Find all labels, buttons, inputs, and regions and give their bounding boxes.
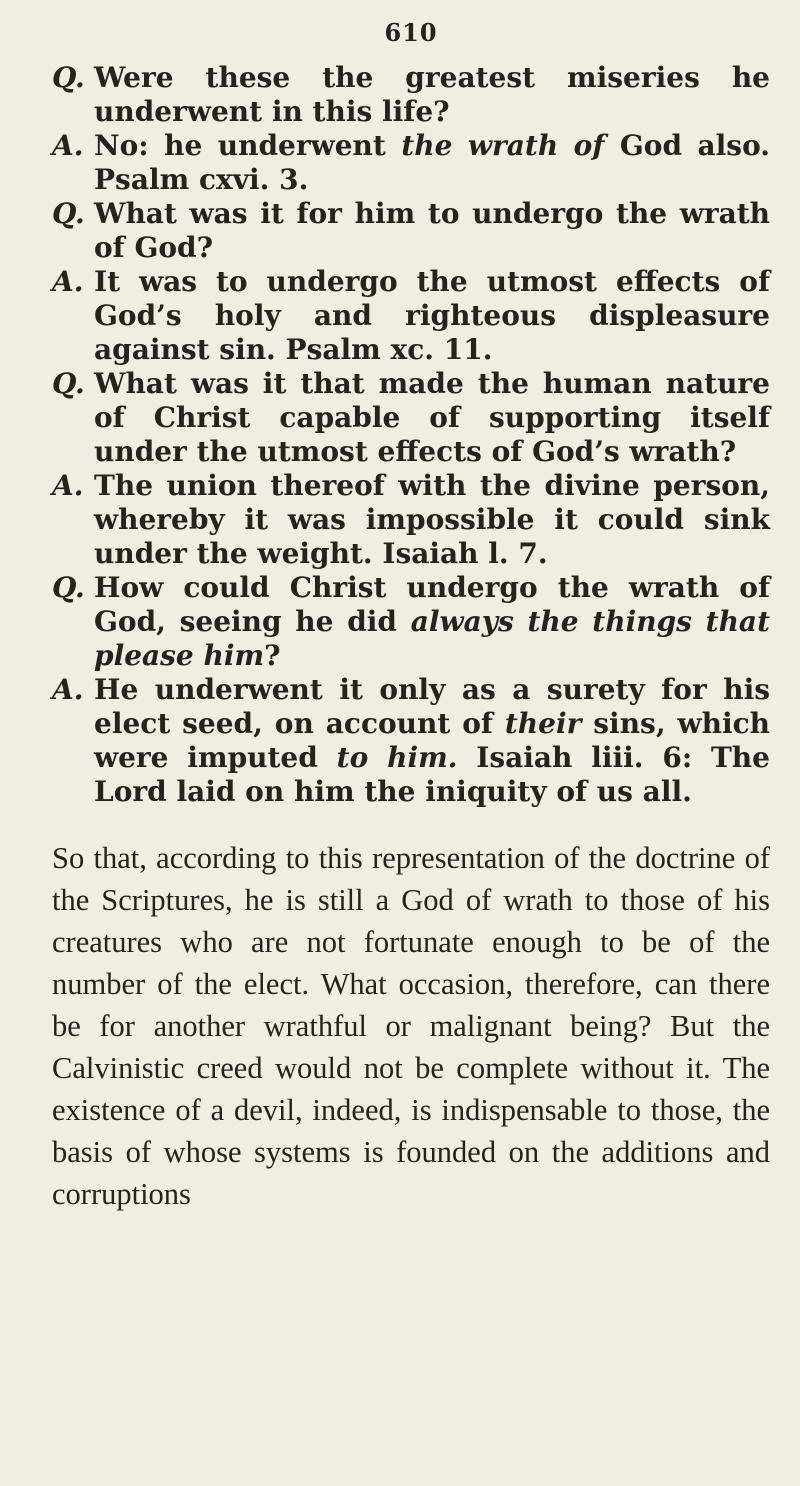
entry-tag: A. bbox=[52, 673, 84, 706]
entry-text: How could Christ undergo the wrath of God, seeing he did always the things that please him? bbox=[94, 571, 770, 672]
catechism-entry bbox=[52, 61, 770, 129]
entry-tag: Q. bbox=[52, 571, 85, 604]
entry-text: It was to undergo the utmost effects of God’s holy and righteous displeasure against sin. Psalm xc. 11. bbox=[94, 265, 770, 366]
entry-text: He underwent it only as a surety for his elect seed, on account of their sins, which were imputed to him. Isaiah liii. 6: The Lord laid on him the iniquity of us all. bbox=[94, 673, 770, 808]
entry-text: No: he underwent the wrath of God also. Psalm cxvi. 3. bbox=[94, 129, 770, 196]
entry-text: Were these the greatest miseries he underwent in this life? bbox=[94, 61, 770, 128]
entry-text: The union thereof with the divine person, whereby it was impossible it could sink under the weight. Isaiah l. 7. bbox=[94, 469, 770, 570]
catechism-entry bbox=[52, 469, 770, 571]
catechism-entry bbox=[52, 265, 770, 367]
entry-tag: A. bbox=[52, 469, 84, 502]
entry-tag: Q. bbox=[52, 61, 85, 94]
catechism-entry bbox=[52, 673, 770, 809]
entry-text: What was it that made the human nature of Christ capable of supporting itself under the utmost effects of God’s wrath? bbox=[94, 367, 770, 468]
entry-text: What was it for him to undergo the wrath of God? bbox=[94, 197, 770, 264]
catechism-entry bbox=[52, 367, 770, 469]
catechism-entry bbox=[52, 129, 770, 197]
entry-tag: A. bbox=[52, 129, 84, 162]
entry-tag: Q. bbox=[52, 367, 85, 400]
catechism-entry bbox=[52, 571, 770, 673]
entry-tag: A. bbox=[52, 265, 84, 298]
entry-tag: Q. bbox=[52, 197, 85, 230]
catechism-entry bbox=[52, 197, 770, 265]
body-paragraph: So that, according to this representation of the doctrine of the Scriptures, he is still a God of wrath to those of his creatures who are not fortunate enough to be of the number of the elect. What occasion, therefore, can there be for another wrathful or malignant being? But the Calvinistic creed would not be complete without it. The existence of a devil, indeed, is indispensable to those, the basis of whose systems is founded on the additions and corruptions bbox=[52, 841, 770, 1211]
page-number: 610 bbox=[384, 18, 438, 47]
